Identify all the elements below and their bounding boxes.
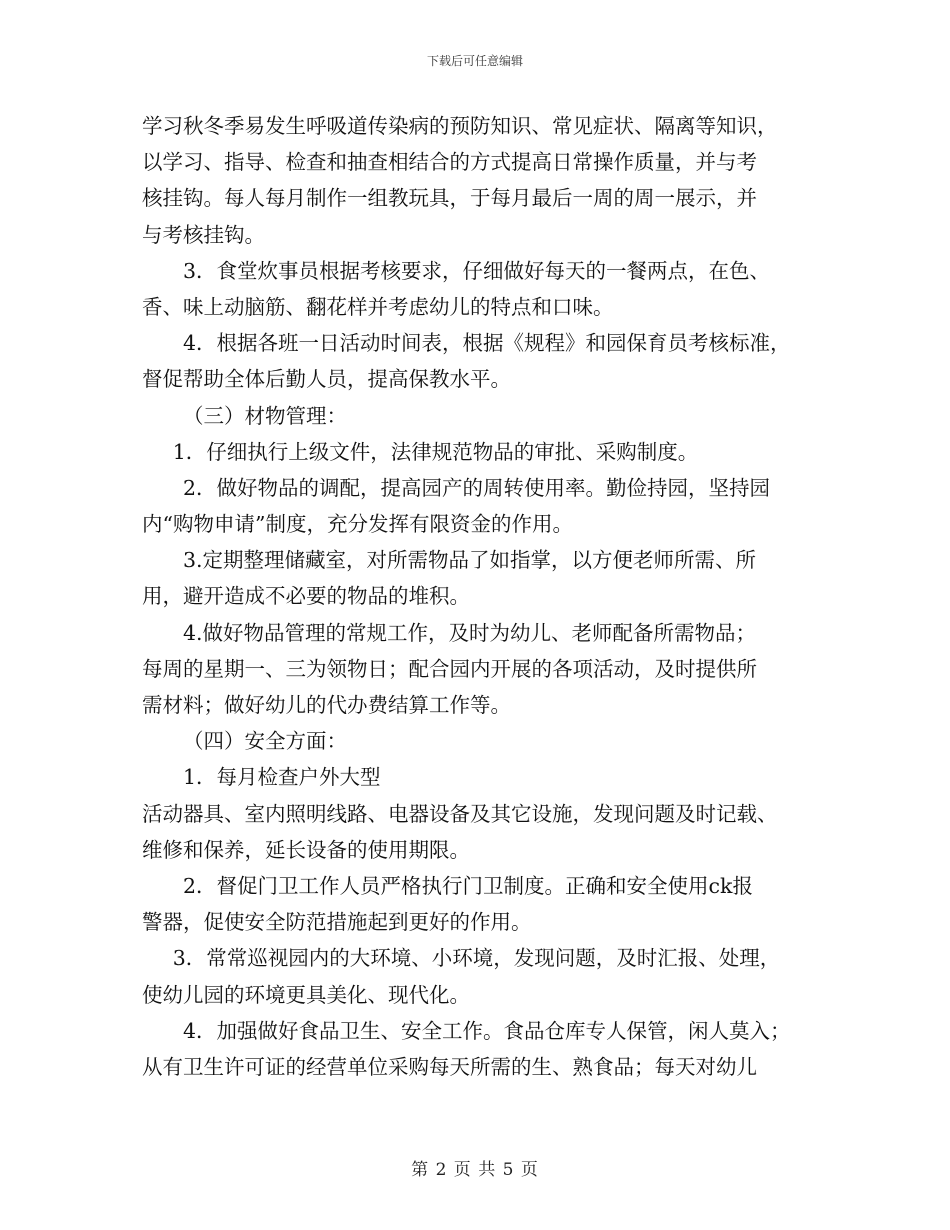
text-line: （三）材物管理：: [183, 403, 347, 428]
page-header: 下载后可任意编辑: [426, 54, 523, 68]
text-line: （四）安全方面：: [183, 729, 347, 754]
text-line: 活动器具、室内照明线路、电器设备及其它设施，发现问题及时记载、: [142, 801, 778, 826]
text-line: 学习秋冬季易发生呼吸道传染病的预防知识、常见症状、隔离等知识，: [142, 114, 778, 138]
text-line: 4.做好物品管理的常规工作，及时为幼儿、老师配备所需物品；: [183, 620, 757, 645]
text-line: 3．常常巡视园内的大环境、小环境，发现问题，及时汇报、处理，: [172, 946, 781, 971]
text-line: 核挂钩。每人每月制作一组教玩具，于每月最后一周的周一展示，并: [142, 186, 757, 211]
text-line: 1．每月检查户外大型: [183, 765, 381, 790]
text-line: 1．仔细执行上级文件，法律规范物品的审批、采购制度。: [172, 439, 699, 464]
text-line: 维修和保养，延长设备的使用期限。: [142, 837, 470, 862]
text-line: 2．督促门卫工作人员严格执行门卫制度。正确和安全使用ck报: [183, 873, 753, 898]
text-line: 用，避开造成不必要的物品的堆积。: [142, 584, 470, 609]
text-line: 3．食堂炊事员根据考核要求，仔细做好每天的一餐两点，在色、: [183, 258, 771, 283]
text-line: 每周的星期一、三为领物日；配合园内开展的各项活动，及时提供所: [142, 656, 757, 681]
text-line: 使幼儿园的环境更具美化、现代化。: [142, 982, 470, 1007]
text-line: 内“购物申请”制度，充分发挥有限资金的作用。: [142, 512, 573, 537]
text-line: 督促帮助全体后勤人员，提高保教水平。: [142, 367, 511, 392]
text-line: 需材料；做好幼儿的代办费结算工作等。: [142, 693, 511, 717]
text-line: 警器，促使安全防范措施起到更好的作用。: [142, 910, 532, 935]
page-footer: 第 2 页 共 5 页: [411, 1160, 539, 1180]
text-line: 4．根据各班一日活动时间表，根据《规程》和园保育员考核标准，: [183, 331, 791, 356]
text-line: 2．做好物品的调配，提高园产的周转使用率。勤俭持园，坚持园: [183, 475, 771, 500]
text-line: 香、味上动脑筋、翻花样并考虑幼儿的特点和口味。: [142, 294, 614, 319]
text-line: 3.定期整理储藏室，对所需物品了如指掌，以方便老师所需、所: [183, 548, 757, 573]
text-line: 以学习、指导、检查和抽查相结合的方式提高日常操作质量，并与考: [142, 150, 757, 175]
text-line: 4．加强做好食品卫生、安全工作。食品仓库专人保管，闲人莫入；: [183, 1018, 791, 1043]
text-line: 从有卫生许可证的经营单位采购每天所需的生、熟食品；每天对幼儿: [142, 1054, 757, 1079]
document-body: [142, 108, 812, 1085]
text-line: 与考核挂钩。: [142, 222, 265, 247]
